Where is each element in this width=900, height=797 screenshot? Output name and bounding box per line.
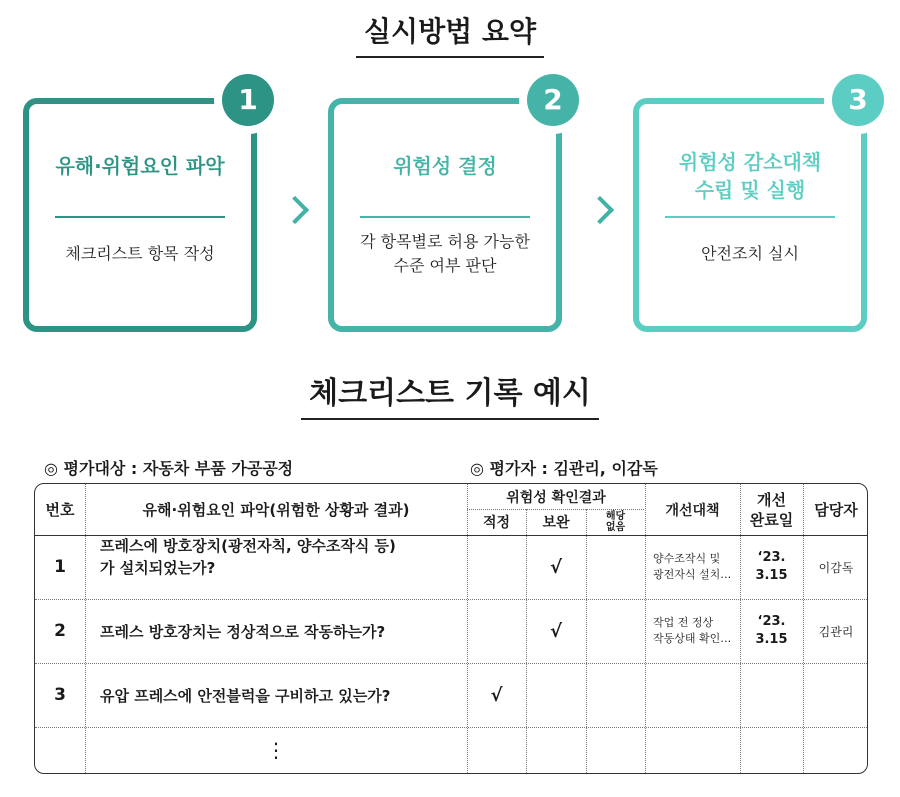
row-3-measure bbox=[645, 663, 740, 727]
step-3-divider bbox=[665, 216, 835, 218]
row-3-manager bbox=[803, 663, 868, 727]
chevron-right-icon bbox=[281, 196, 309, 224]
row-1-adequate bbox=[467, 535, 526, 599]
row-2-hazard: 프레스 방호장치는 정상적으로 작동하는가? bbox=[100, 622, 386, 641]
row-1-hazard-line2: 가 설치되었는가? bbox=[100, 559, 216, 577]
row-2-measure-line1: 작업 전 정상 bbox=[653, 616, 714, 629]
row-2-na bbox=[586, 599, 645, 663]
step-3-title-line1: 위험성 감소대책 bbox=[678, 150, 822, 174]
row-1-supplement: √ bbox=[549, 556, 562, 578]
row-1-manager: 이감독 bbox=[818, 560, 854, 575]
row-1-measure bbox=[645, 535, 740, 599]
step-2-desc bbox=[342, 230, 548, 278]
row-1-date bbox=[740, 535, 803, 599]
evaluation-target: ◎ 평가대상 : 자동차 부품 가공공정 bbox=[44, 459, 294, 478]
section-title-text: 실시방법 요약 bbox=[356, 10, 544, 58]
row-1-date-line1: ‘23. bbox=[757, 550, 786, 565]
header-not-applicable bbox=[586, 509, 645, 535]
header-done-line1: 개선 bbox=[757, 490, 786, 509]
row-3-na bbox=[586, 663, 645, 727]
header-completion-date bbox=[740, 484, 803, 535]
row-3-hazard: 유압 프레스에 안전블럭을 구비하고 있는가? bbox=[100, 686, 391, 705]
header-supplement: 보완 bbox=[542, 515, 570, 531]
row-1-number: 1 bbox=[54, 557, 66, 577]
section-title-checklist-example bbox=[0, 368, 900, 420]
step-1-title: 유해·위험요인 파악 bbox=[55, 154, 225, 178]
row-2-measure bbox=[645, 599, 740, 663]
step-3-desc: 안전조치 실시 bbox=[701, 244, 799, 263]
row-1-measure-line1: 양수조작식 및 bbox=[653, 552, 721, 565]
row-1-hazard bbox=[85, 535, 467, 599]
row-3-adequate: √ bbox=[490, 684, 503, 706]
row-2-supplement: √ bbox=[549, 620, 562, 642]
row-1-na bbox=[586, 535, 645, 599]
header-manager: 담당자 bbox=[814, 501, 858, 519]
step-2-desc-line1: 각 항목별로 허용 가능한 bbox=[360, 232, 530, 251]
step-2-desc-line2: 수준 여부 판단 bbox=[393, 256, 497, 275]
header-result-group: 위험성 확인결과 bbox=[506, 489, 606, 506]
step-1-badge: 1 bbox=[222, 74, 274, 126]
row-2-measure-line2: 작동상태 확인… bbox=[653, 632, 732, 645]
row-2-date-line1: ‘23. bbox=[757, 614, 786, 629]
more-rows-ellipsis: ⋮ bbox=[266, 738, 286, 762]
header-number: 번호 bbox=[45, 501, 75, 519]
evaluator: ◎ 평가자 : 김관리, 이감독 bbox=[470, 459, 658, 478]
header-hazard: 유해·위험요인 파악(위험한 상황과 결과) bbox=[142, 501, 410, 519]
row-3-date bbox=[740, 663, 803, 727]
step-card-3 bbox=[633, 98, 867, 332]
row-3-number: 3 bbox=[54, 685, 66, 705]
step-3-title bbox=[639, 148, 861, 204]
checklist-table bbox=[34, 483, 868, 774]
step-2-divider bbox=[360, 216, 530, 218]
section-title-method-summary bbox=[0, 10, 900, 58]
row-2-date bbox=[740, 599, 803, 663]
chevron-right-icon bbox=[586, 196, 614, 224]
step-2-title: 위험성 결정 bbox=[393, 154, 497, 178]
row-3-supplement bbox=[526, 663, 586, 727]
header-na-line2: 없음 bbox=[605, 522, 626, 533]
header-done-line2: 완료일 bbox=[749, 510, 794, 529]
section-title-text: 체크리스트 기록 예시 bbox=[301, 368, 599, 420]
row-2-adequate bbox=[467, 599, 526, 663]
row-1-date-line2: 3.15 bbox=[755, 568, 788, 583]
header-na-line1: 해당 bbox=[605, 511, 626, 522]
step-3-badge: 3 bbox=[832, 74, 884, 126]
row-1-measure-line2: 광전자식 설치… bbox=[653, 568, 732, 581]
step-1-divider bbox=[55, 216, 225, 218]
step-card-2 bbox=[328, 98, 562, 332]
step-card-1 bbox=[23, 98, 257, 332]
row-2-date-line2: 3.15 bbox=[755, 632, 788, 647]
header-measure: 개선대책 bbox=[665, 502, 720, 519]
row-2-number: 2 bbox=[54, 621, 66, 641]
step-3-title-line2: 수립 및 실행 bbox=[694, 178, 806, 202]
row-2-manager: 김관리 bbox=[818, 624, 854, 639]
row-1-hazard-line1: 프레스에 방호장치(광전자칙, 양수조작식 등) bbox=[100, 537, 396, 555]
header-adequate: 적정 bbox=[482, 515, 511, 531]
step-2-badge: 2 bbox=[527, 74, 579, 126]
step-1-desc: 체크리스트 항목 작성 bbox=[65, 244, 215, 263]
